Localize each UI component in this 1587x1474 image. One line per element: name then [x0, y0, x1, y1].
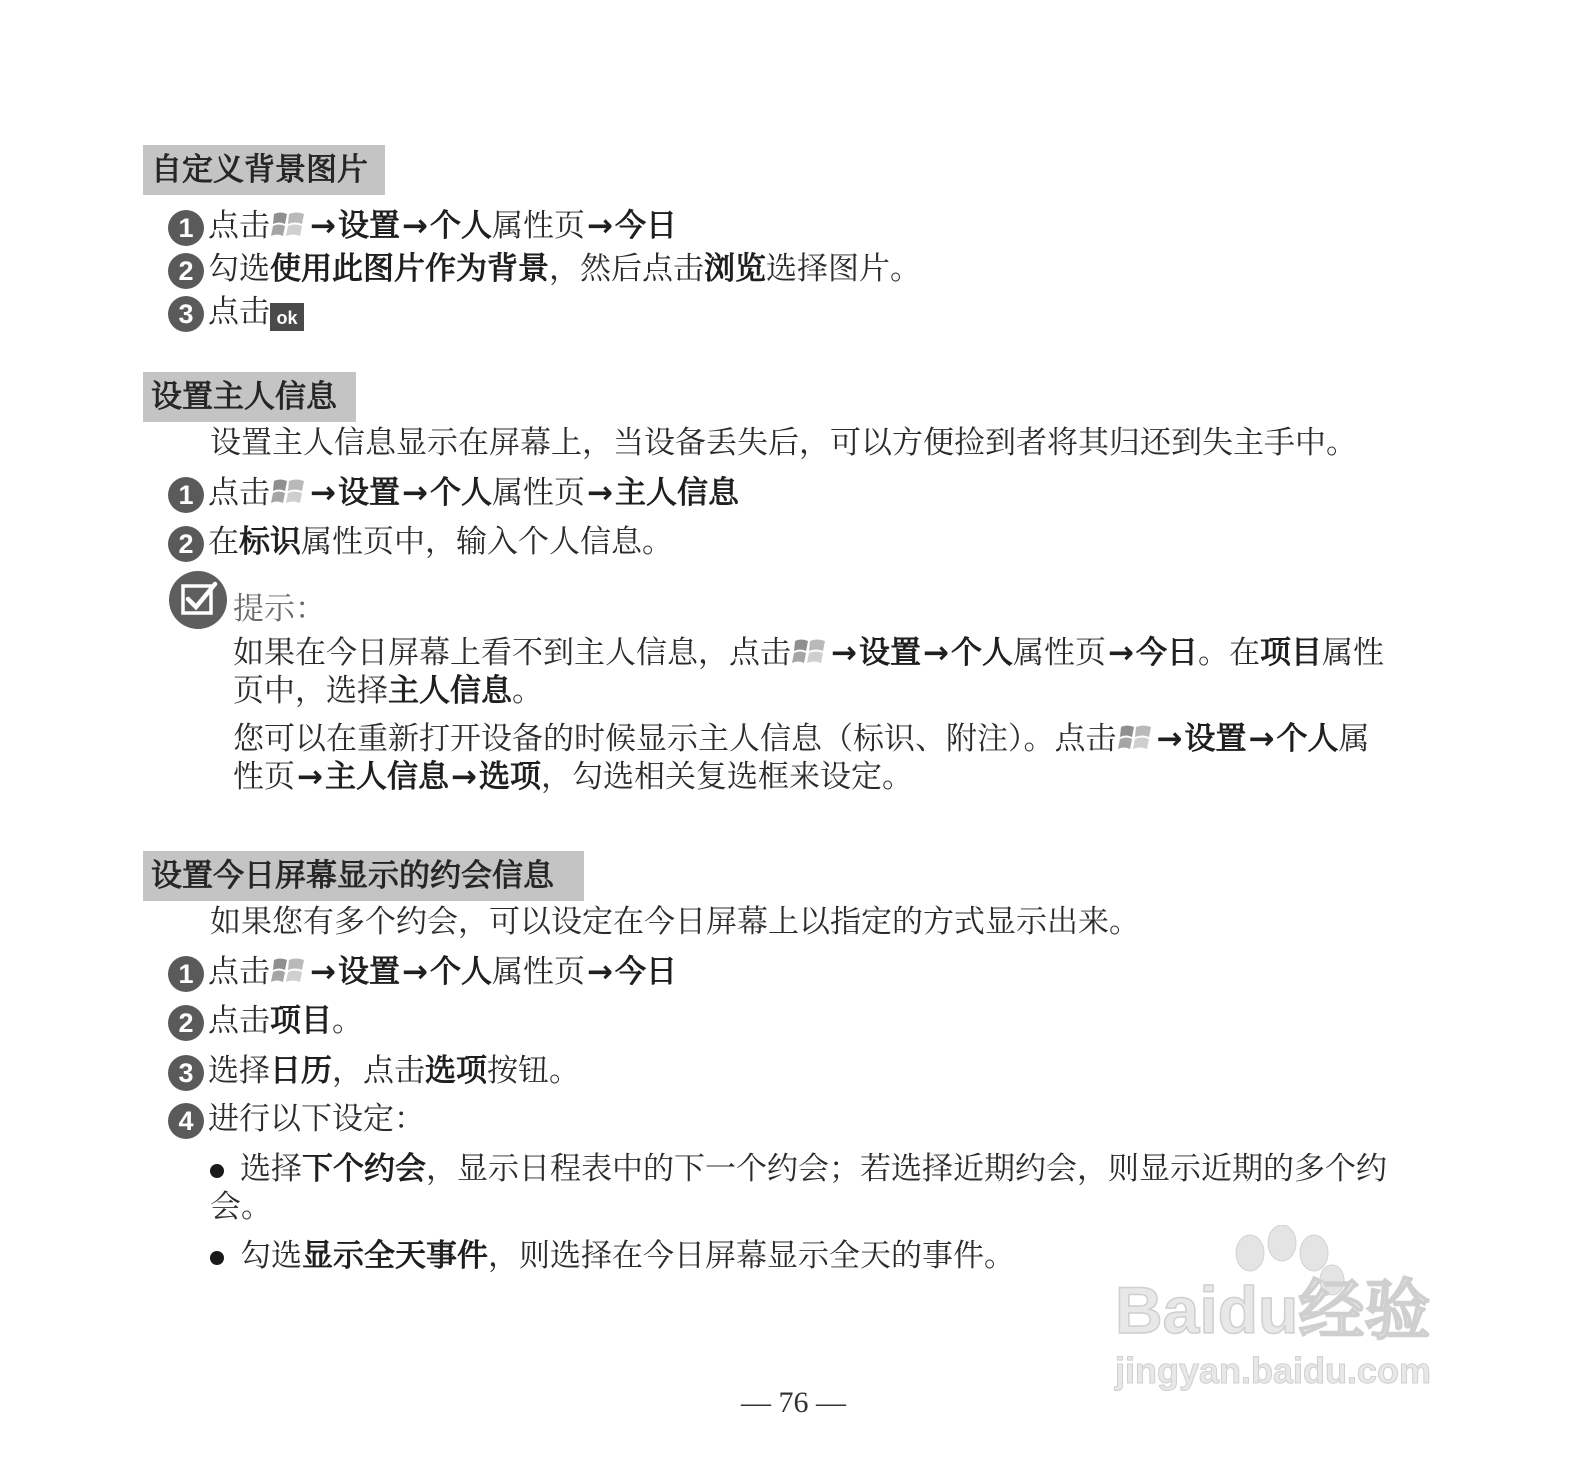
- section-intro: [210, 904, 1140, 940]
- arrow-icon: →: [586, 954, 613, 990]
- step-text: 勾选: [208, 251, 270, 287]
- step-number: 2: [168, 1005, 204, 1041]
- step-3: [168, 1053, 580, 1091]
- tip-text: 如果在今日屏幕上看不到主人信息，点击: [233, 635, 791, 671]
- intro-text: 设置主人信息显示在屏幕上，当设备丢失后，可以方便捡到者将其归还到失主手中。: [210, 425, 1357, 461]
- step-text: 在: [208, 524, 239, 560]
- tip-text: 属性: [1321, 635, 1384, 671]
- tip-label: 提示：: [233, 591, 326, 627]
- step-number: 1: [168, 956, 204, 992]
- menu-path-today: 今日: [614, 208, 677, 244]
- tip-text: 。: [512, 673, 543, 709]
- watermark-brand: Baidu经验: [1115, 1273, 1431, 1347]
- menu-path-settings: 设置: [337, 954, 400, 990]
- tab-items: 项目: [1259, 635, 1322, 671]
- option-use-as-background: 使用此图片作为背景: [270, 251, 549, 287]
- arrow-icon: →: [831, 635, 857, 671]
- windows-start-icon: [271, 475, 307, 509]
- menu-path-owner-info: 主人信息: [614, 475, 739, 511]
- show-all-day-events-label: 显示全天事件: [302, 1238, 488, 1274]
- menu-path-settings: 设置: [858, 635, 921, 671]
- step-number: 3: [168, 1055, 204, 1091]
- tip-text: 属: [1338, 721, 1370, 757]
- step-text: 。: [332, 1003, 363, 1039]
- menu-path-today: 今日: [1135, 635, 1198, 671]
- arrow-icon: →: [1248, 721, 1275, 757]
- arrow-icon: →: [401, 208, 428, 244]
- arrow-icon: →: [586, 208, 613, 244]
- bullet-item-2: [210, 1238, 1015, 1274]
- tab-items: 项目: [270, 1003, 332, 1039]
- section-title: 自定义背景图片: [151, 152, 368, 188]
- page-number: — 76 —: [741, 1386, 846, 1419]
- tip-paragraph-2: [233, 720, 1423, 796]
- tip-checkbox-icon: [168, 570, 228, 630]
- step-text: 进行以下设定：: [208, 1101, 425, 1137]
- intro-text: 如果您有多个约会，可以设定在今日屏幕上以指定的方式显示出来。: [210, 904, 1140, 940]
- step-1: [168, 954, 677, 992]
- menu-path-options: 选项: [478, 759, 541, 795]
- section-heading-owner-info: [143, 372, 356, 422]
- arrow-icon: →: [450, 759, 477, 795]
- arrow-icon: →: [401, 475, 428, 511]
- tip-text: 。在: [1197, 635, 1260, 671]
- tip-text: ，勾选相关复选框来设定。: [540, 759, 913, 795]
- step-text: 点击: [208, 475, 270, 511]
- step-text: 点击: [208, 208, 270, 244]
- step-text: 点击: [208, 1003, 270, 1039]
- section-title: 设置今日屏幕显示的约会信息: [151, 858, 554, 894]
- tip-text: 您可以在重新打开设备的时候显示主人信息（标识、附注）。点击: [233, 721, 1117, 757]
- arrow-icon: →: [922, 635, 949, 671]
- menu-path-settings: 设置: [337, 475, 400, 511]
- bullet-text: 会。: [210, 1189, 272, 1225]
- step-text: 点击: [208, 294, 270, 330]
- step-2: [168, 1003, 363, 1041]
- arrow-icon: →: [1107, 635, 1134, 671]
- menu-path-settings: 设置: [1184, 721, 1247, 757]
- step-number: 4: [168, 1103, 204, 1139]
- tip-text: 属性页: [1012, 635, 1106, 671]
- menu-path-personal: 个人: [1276, 721, 1339, 757]
- tab-identification: 标识: [239, 524, 301, 560]
- section-title: 设置主人信息: [151, 379, 337, 415]
- ok-button-icon: ok: [270, 303, 304, 331]
- menu-path-personal: 个人: [950, 635, 1013, 671]
- calendar-label: 日历: [270, 1053, 332, 1089]
- step-1: [168, 475, 739, 513]
- arrow-icon: →: [310, 954, 336, 990]
- owner-info-label: 主人信息: [388, 673, 512, 709]
- step-3: [168, 294, 304, 332]
- menu-path-personal: 个人: [429, 208, 492, 244]
- step-text: ，点击: [332, 1053, 425, 1089]
- step-text: 点击: [208, 954, 270, 990]
- step-text: 属性页: [491, 475, 585, 511]
- watermark-url: jingyan.baidu.com: [1115, 1350, 1432, 1391]
- step-text: 选择: [208, 1053, 270, 1089]
- step-text: 属性页: [491, 954, 585, 990]
- step-number: 2: [168, 253, 204, 289]
- menu-path-personal: 个人: [429, 954, 492, 990]
- step-text: 选择图片。: [766, 251, 921, 287]
- windows-start-icon: [271, 954, 307, 988]
- arrow-icon: →: [310, 475, 336, 511]
- next-appointment-label: 下个约会: [302, 1151, 426, 1187]
- section-heading-appointment-info: [143, 851, 584, 901]
- windows-start-icon: [271, 208, 307, 242]
- windows-start-icon: [792, 635, 828, 669]
- step-number: 1: [168, 210, 204, 246]
- tip-text: 页中，选择: [233, 673, 388, 709]
- menu-path-settings: 设置: [337, 208, 400, 244]
- arrow-icon: →: [586, 475, 613, 511]
- step-text: 属性页中，输入个人信息。: [301, 524, 673, 560]
- arrow-icon: →: [1156, 721, 1183, 757]
- bullet-item-1: [210, 1150, 1420, 1226]
- bullet-text: 勾选: [240, 1238, 302, 1274]
- bullet-icon: [210, 1251, 224, 1265]
- menu-path-personal: 个人: [429, 475, 492, 511]
- options-label: 选项: [425, 1053, 487, 1089]
- tip-paragraph-1: [233, 634, 1423, 710]
- arrow-icon: →: [401, 954, 428, 990]
- step-2: [168, 524, 673, 562]
- arrow-icon: →: [310, 208, 336, 244]
- baidu-jingyan-watermark: [1110, 1225, 1480, 1400]
- bullet-icon: [210, 1164, 224, 1178]
- arrow-icon: →: [297, 759, 323, 795]
- menu-path-owner-info: 主人信息: [324, 759, 449, 795]
- step-number: 3: [168, 296, 204, 332]
- section-heading-background-image: [143, 145, 385, 195]
- bullet-text: ，则选择在今日屏幕显示全天的事件。: [488, 1238, 1015, 1274]
- step-number: 1: [168, 477, 204, 513]
- step-1: [168, 208, 677, 246]
- browse-label: 浏览: [704, 251, 766, 287]
- step-number: 2: [168, 526, 204, 562]
- section-intro: [210, 425, 1357, 461]
- step-4: [168, 1101, 425, 1139]
- step-2: [168, 251, 921, 289]
- menu-path-today: 今日: [614, 954, 677, 990]
- tip-text: 性页: [233, 759, 295, 795]
- step-text: 按钮。: [487, 1053, 580, 1089]
- bullet-text: 选择: [240, 1151, 302, 1187]
- step-text: ，然后点击: [549, 251, 704, 287]
- windows-start-icon: [1118, 721, 1154, 755]
- bullet-text: ，显示日程表中的下一个约会；若选择近期约会，则显示近期的多个约: [426, 1151, 1387, 1187]
- step-text: 属性页: [491, 208, 585, 244]
